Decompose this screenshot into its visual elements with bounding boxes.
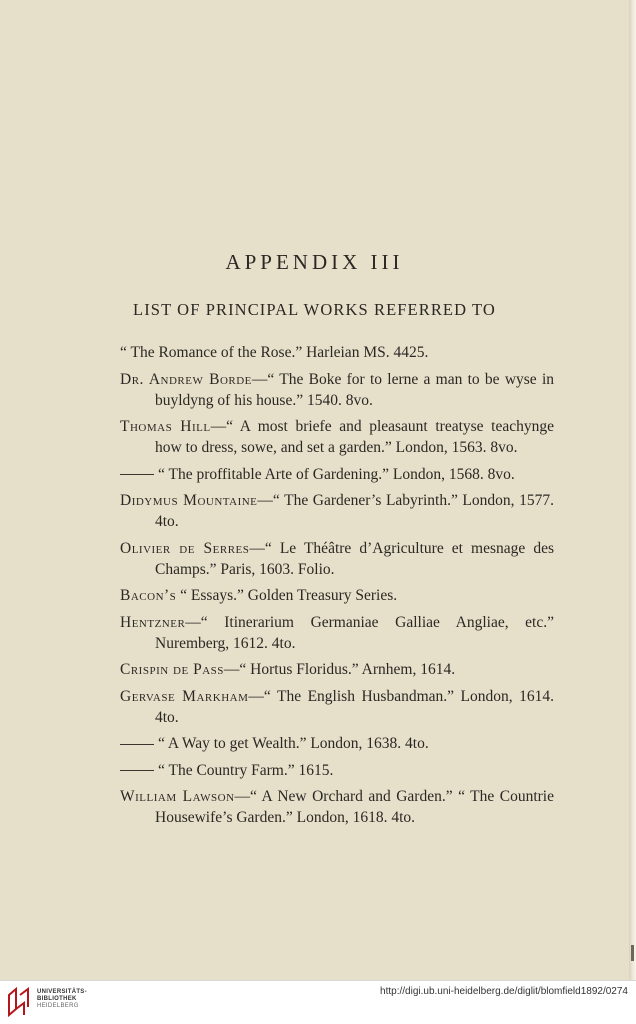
- entry-text: —“ The Boke for to lerne a man to be wyse in buyldyng of his house.” 1540. 8vo.: [155, 370, 554, 409]
- entry-author: William Lawson: [120, 788, 235, 805]
- bibliography-entry: [120, 659, 554, 680]
- library-footer: [0, 980, 636, 1024]
- entry-author: Crispin de Pass: [120, 661, 224, 678]
- entry-author: Olivier de Serres: [120, 539, 250, 557]
- library-name: [37, 989, 87, 1010]
- ditto-dash: [120, 770, 154, 771]
- entry-author: Gervase Markham: [120, 687, 249, 705]
- library-name-line: UNIVERSITÄTS-: [37, 989, 87, 995]
- bibliography-entry: [120, 490, 554, 532]
- library-name-line: BIBLIOTHEK: [37, 996, 77, 1002]
- entry-text: “ The Country Farm.” 1615.: [158, 761, 334, 779]
- bibliography-entry: [120, 760, 554, 781]
- entry-text: “ A Way to get Wealth.” London, 1638. 4to.: [158, 735, 429, 752]
- entry-author: Bacon’s: [120, 587, 177, 604]
- entry-text: —“ The Gardener’s Labyrinth.” London, 1577. 4to.: [155, 492, 554, 530]
- library-logo-icon: [6, 986, 32, 1018]
- entry-text: —“ Le Théâtre d’Agriculture et mesnage des Champs.” Paris, 1603. Folio.: [155, 539, 554, 578]
- entry-author: Thomas Hill: [120, 418, 211, 435]
- entry-text: —“ A most briefe and pleasaunt treatyse teachynge how to dress, sowe, and set a garden.” London, 1563. 8vo.: [155, 418, 554, 456]
- entry-author: Hentzner: [120, 613, 186, 631]
- entry-text: —“ A New Orchard and Garden.” “ The Countrie Housewife’s Garden.” London, 1618. 4to.: [155, 788, 554, 826]
- library-name-line: HEIDELBERG: [37, 1003, 79, 1009]
- bibliography-entry: [120, 342, 554, 363]
- bibliography-entry: [120, 464, 554, 485]
- source-url-link[interactable]: http://digi.ub.uni-heidelberg.de/diglit/blomfield1892/0274: [380, 986, 628, 997]
- ditto-dash: [120, 744, 154, 745]
- bibliography-entry: [120, 686, 554, 728]
- page-edge-mark: [631, 945, 634, 961]
- entry-text: “ The Romance of the Rose.” Harleian MS. 4425.: [120, 344, 429, 361]
- bibliography-entry: [120, 538, 554, 580]
- entry-author: Dr. Andrew Borde: [120, 370, 252, 388]
- bibliography-entry: [120, 369, 554, 411]
- bibliography-entry: [120, 786, 554, 828]
- bibliography-entry: [120, 416, 554, 458]
- entry-text: “ The proffitable Arte of Gardening.” London, 1568. 8vo.: [158, 465, 515, 483]
- entry-text: —“ The English Husbandman.” London, 1614. 4to.: [155, 687, 555, 726]
- bibliography-entry: [120, 612, 554, 654]
- ditto-dash: [120, 474, 154, 475]
- bibliography-entry: [120, 733, 554, 754]
- entry-author: Didymus Mountaine: [120, 492, 258, 509]
- page-edge: [629, 0, 636, 980]
- bibliography-list: [120, 342, 554, 834]
- list-heading: LIST OF PRINCIPAL WORKS REFERRED TO: [133, 300, 496, 319]
- entry-text: “ Essays.” Golden Treasury Series.: [176, 587, 398, 604]
- entry-text: —“ Hortus Floridus.” Arnhem, 1614.: [223, 661, 456, 678]
- entry-text: —“ Itinerarium Germaniae Galliae Angliae, etc.” Nuremberg, 1612. 4to.: [155, 613, 554, 652]
- appendix-heading: APPENDIX III: [225, 250, 404, 274]
- bibliography-entry: [120, 585, 554, 606]
